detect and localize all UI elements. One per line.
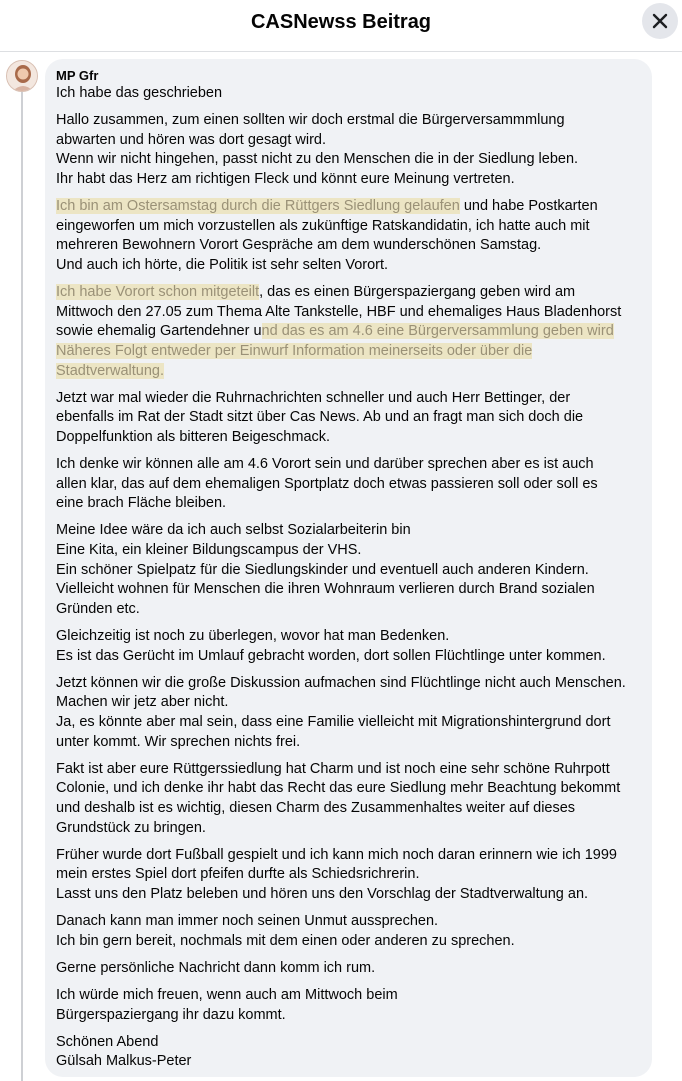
comment-paragraph: Früher wurde dort Fußball gespielt und ich kann mich noch daran erinnern wie ich 1999 mein erstes Spiel dort pfeifen durfte als Schiedsrichrerin. Lasst uns den Platz beleben und hören uns den Vorschlag der Stadtverwaltung an. (56, 846, 617, 902)
comment-paragraph: Jetzt war mal wieder die Ruhrnachrichten schneller und auch Herr Bettinger, der ebenfalls im Rat der Stadt sitzt über Cas News. Ab und an fragt man sich doch die Doppelfunktion als bitteren Beigeschmack. (56, 389, 584, 445)
comment-intro: Ich habe das geschrieben (56, 85, 223, 101)
comment-paragraph: Gleichzeitig ist noch zu überlegen, wovor hat man Bedenken. Es ist das Gerücht im Umlauf gebracht worden, dort sollen Flüchtlinge unter kommen. (56, 628, 606, 664)
comment-paragraph: Jetzt können wir die große Diskussion aufmachen sind Flüchtlinge nicht auch Menschen. Machen wir jetz aber nicht. Ja, es könnte aber mal sein, dass eine Familie vielleicht mit Migrationshintergrund dort unter kommt. Wir sprechen nichts frei. (56, 674, 626, 750)
highlighted-text: nd das es am 4.6 eine Bürgerversammlung geben wird (261, 323, 614, 340)
close-icon (652, 13, 668, 29)
comment-paragraph: Hallo zusammen, zum einen sollten wir doch erstmal die Bürgerversammmlung abwarten und hören was dort gesagt wird. Wenn wir nicht hingehen, passt nicht zu den Menschen die in der Siedlung leben. Ihr habt das Herz am richtigen Fleck und könnt eure Meinung vertreten. (56, 112, 579, 187)
comment-paragraph: Fakt ist aber eure Rüttgerssiedlung hat Charm und ist noch eine sehr schöne Ruhrpott Colonie, und ich denke ihr habt das Recht das eure Siedlung mehr Beachtung bekommt und deshalb ist es wichtig, diesen Charm des Zusammenhaltes weiter auf dieses Grundstück zu bringen. (56, 760, 621, 836)
comment-paragraph: Ich würde mich freuen, wenn auch am Mittwoch beim Bürgerspaziergang ihr dazu kommt. (56, 987, 398, 1023)
highlighted-text: Ich habe Vorort schon mitgeteilt (56, 284, 260, 301)
comment-author[interactable]: MP Gfr (56, 68, 99, 83)
comment-paragraph-highlighted: Ich bin am Ostersamstag durch die Rüttgers Siedlung gelaufen und habe Postkarten eingeworfen um mich vorzustellen als zukünftige Ratskandidatin, ich hatte auch mit mehreren Bewohnern Vorort Gespräche am dem wunderschönen Samstag. Und auch ich hörte, die Politik ist sehr selten Vorort. (56, 198, 598, 273)
comment-paragraph: Danach kann man immer noch seinen Unmut aussprechen. Ich bin gern bereit, nochmals mit dem einen oder anderen zu sprechen. (56, 913, 515, 949)
highlighted-text: Näheres Folgt entweder per Einwurf Information meinerseits oder über die (56, 342, 533, 359)
avatar[interactable] (6, 60, 38, 92)
comment-paragraph: Meine Idee wäre da ich auch selbst Sozialarbeiterin bin Eine Kita, ein kleiner Bildungscampus der VHS. Ein schöner Spielpatz für die Siedlungskinder und eventuell auch anderen Kindern. Vielleicht wohnen für Menschen die ihren Wohnraum verlieren durch Brand sozialen Gründen etc. (56, 522, 595, 617)
post-header (0, 0, 682, 52)
comment-paragraph: Ich denke wir können alle am 4.6 Vorort sein und darüber sprechen aber es ist auch allen klar, das auf dem ehemaligen Sportplatz doch etwas passieren soll oder soll es eine brach Fläche bleiben. (56, 456, 598, 512)
person-icon (7, 61, 38, 92)
close-button[interactable] (642, 3, 678, 39)
thread-line (21, 92, 23, 1081)
comment-body (56, 84, 644, 1072)
page-title: CASNewss Beitrag (250, 11, 432, 33)
comment-paragraph: Gerne persönliche Nachricht dann komm ich rum. (56, 959, 376, 976)
highlighted-text: Stadtverwaltung. (56, 362, 165, 379)
comment-bubble (45, 59, 652, 1077)
comment-paragraph-highlighted: Ich habe Vorort schon mitgeteilt, das es einen Bürgerspaziergang geben wird am Mittwoch den 27.05 zum Thema Alte Tankstelle, HBF und ehemaliges Haus Bladenhorst sowie ehemalig Gartendehner und das es am 4.6 eine Bürgerversammlung geben wird Näheres Folgt entweder per Einwurf Information meinerseits oder über die Stadtverwaltung. (56, 284, 622, 379)
highlighted-text: Ich bin am Ostersamstag durch die Rüttgers Siedlung gelaufen (56, 198, 460, 215)
comment-signature: Schönen Abend Gülsah Malkus-Peter (56, 1033, 192, 1070)
